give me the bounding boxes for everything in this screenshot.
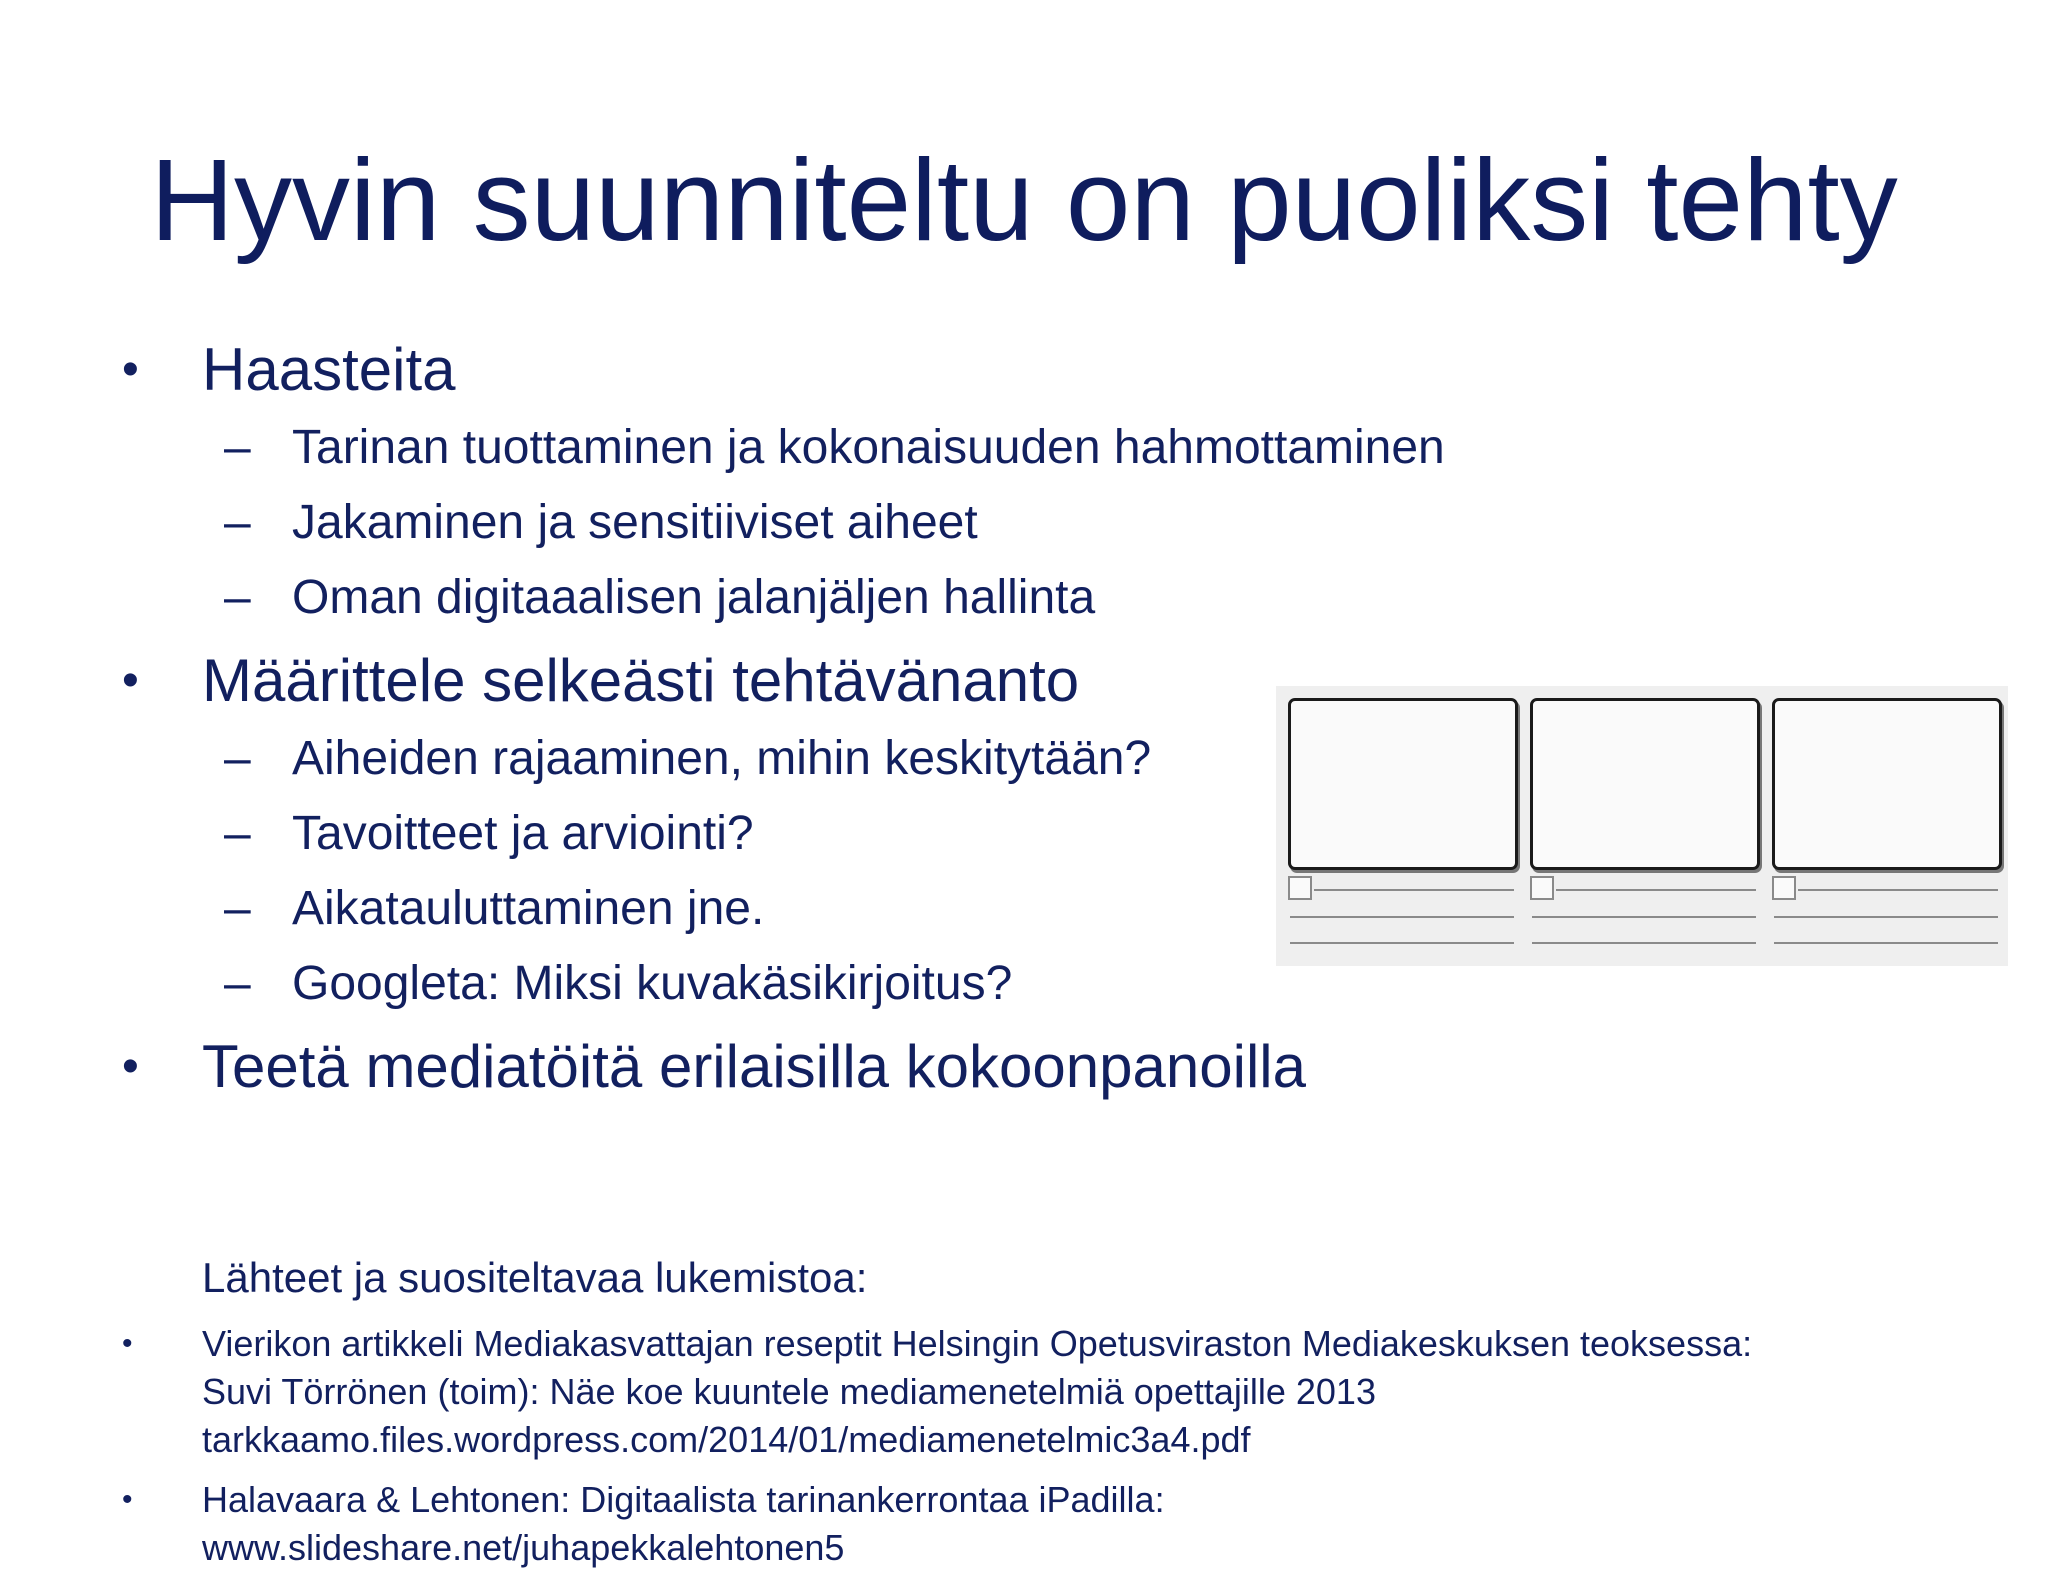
checkbox-icon xyxy=(1772,876,1796,900)
source-item xyxy=(122,1476,2022,1572)
sub-bullet xyxy=(122,485,2022,560)
sub-bullet-text: Oman digitaaalisen jalanjäljen hallinta xyxy=(292,571,1096,624)
slide-title: Hyvin suunniteltu on puoliksi tehty xyxy=(150,135,1898,265)
source-text: Halavaara & Lehtonen: Digitaalista tarinankerrontaa iPadilla: xyxy=(202,1479,1165,1520)
caption-line xyxy=(1532,942,1756,944)
caption-line xyxy=(1774,916,1998,918)
caption-line xyxy=(1290,942,1514,944)
sub-bullet-text: Googleta: Miksi kuvakäsikirjoitus? xyxy=(292,957,1013,1010)
dash-icon: – xyxy=(224,957,251,1010)
source-text: Vierikon artikkeli Mediakasvattajan reseptit Helsingin Opetusviraston Mediakeskuksen teoksessa: xyxy=(202,1323,1753,1364)
sub-bullet-text: Aiheiden rajaaminen, mihin keskitytään? xyxy=(292,732,1152,785)
sub-bullet-text: Tavoitteet ja arviointi? xyxy=(292,807,754,860)
dash-icon: – xyxy=(224,807,251,860)
dash-icon: – xyxy=(224,882,251,935)
bullet-text: Määrittele selkeästi tehtävänanto xyxy=(202,647,1080,714)
caption-line xyxy=(1290,916,1514,918)
bullet-haasteita xyxy=(122,330,2022,410)
caption-line xyxy=(1798,889,1998,891)
sub-bullet xyxy=(122,410,2022,485)
dash-icon: – xyxy=(224,571,251,624)
bullet-dot-icon: • xyxy=(122,1483,133,1516)
sub-bullet-text: Aikatauluttaminen jne. xyxy=(292,882,765,935)
caption-line xyxy=(1774,942,1998,944)
caption-line xyxy=(1314,889,1514,891)
dash-icon: – xyxy=(224,496,251,549)
caption-line xyxy=(1532,916,1756,918)
sources-section xyxy=(122,1248,2022,1572)
bullet-teeta xyxy=(122,1027,2022,1107)
source-link[interactable]: www.slideshare.net/juhapekkalehtonen5 xyxy=(202,1527,845,1568)
bullet-dot-icon: • xyxy=(122,343,139,396)
checkbox-icon xyxy=(1530,876,1554,900)
storyboard-frame xyxy=(1772,698,2002,870)
source-link[interactable]: tarkkaamo.files.wordpress.com/2014/01/mediamenetelmic3a4.pdf xyxy=(202,1419,1251,1460)
dash-icon: – xyxy=(224,421,251,474)
storyboard-template-image xyxy=(1276,686,2008,966)
checkbox-icon xyxy=(1288,876,1312,900)
caption-line xyxy=(1556,889,1756,891)
source-item xyxy=(122,1320,2022,1464)
bullet-text: Haasteita xyxy=(202,336,456,403)
sub-bullet-text: Jakaminen ja sensitiiviset aiheet xyxy=(292,496,978,549)
dash-icon: – xyxy=(224,732,251,785)
source-text: Suvi Törrönen (toim): Näe koe kuuntele mediamenetelmiä opettajille 2013 xyxy=(202,1371,1376,1412)
storyboard-frame xyxy=(1530,698,1760,870)
storyboard-frame xyxy=(1288,698,1518,870)
bullet-dot-icon: • xyxy=(122,654,139,707)
sub-bullet xyxy=(122,560,2022,635)
sub-list-haasteita xyxy=(122,410,2022,635)
bullet-dot-icon: • xyxy=(122,1327,133,1360)
bullet-dot-icon: • xyxy=(122,1040,139,1093)
bullet-text: Teetä mediatöitä erilaisilla kokoonpanoilla xyxy=(202,1033,1306,1100)
sub-bullet-text: Tarinan tuottaminen ja kokonaisuuden hahmottaminen xyxy=(292,421,1445,474)
sources-heading: Lähteet ja suositeltavaa lukemistoa: xyxy=(202,1254,868,1301)
